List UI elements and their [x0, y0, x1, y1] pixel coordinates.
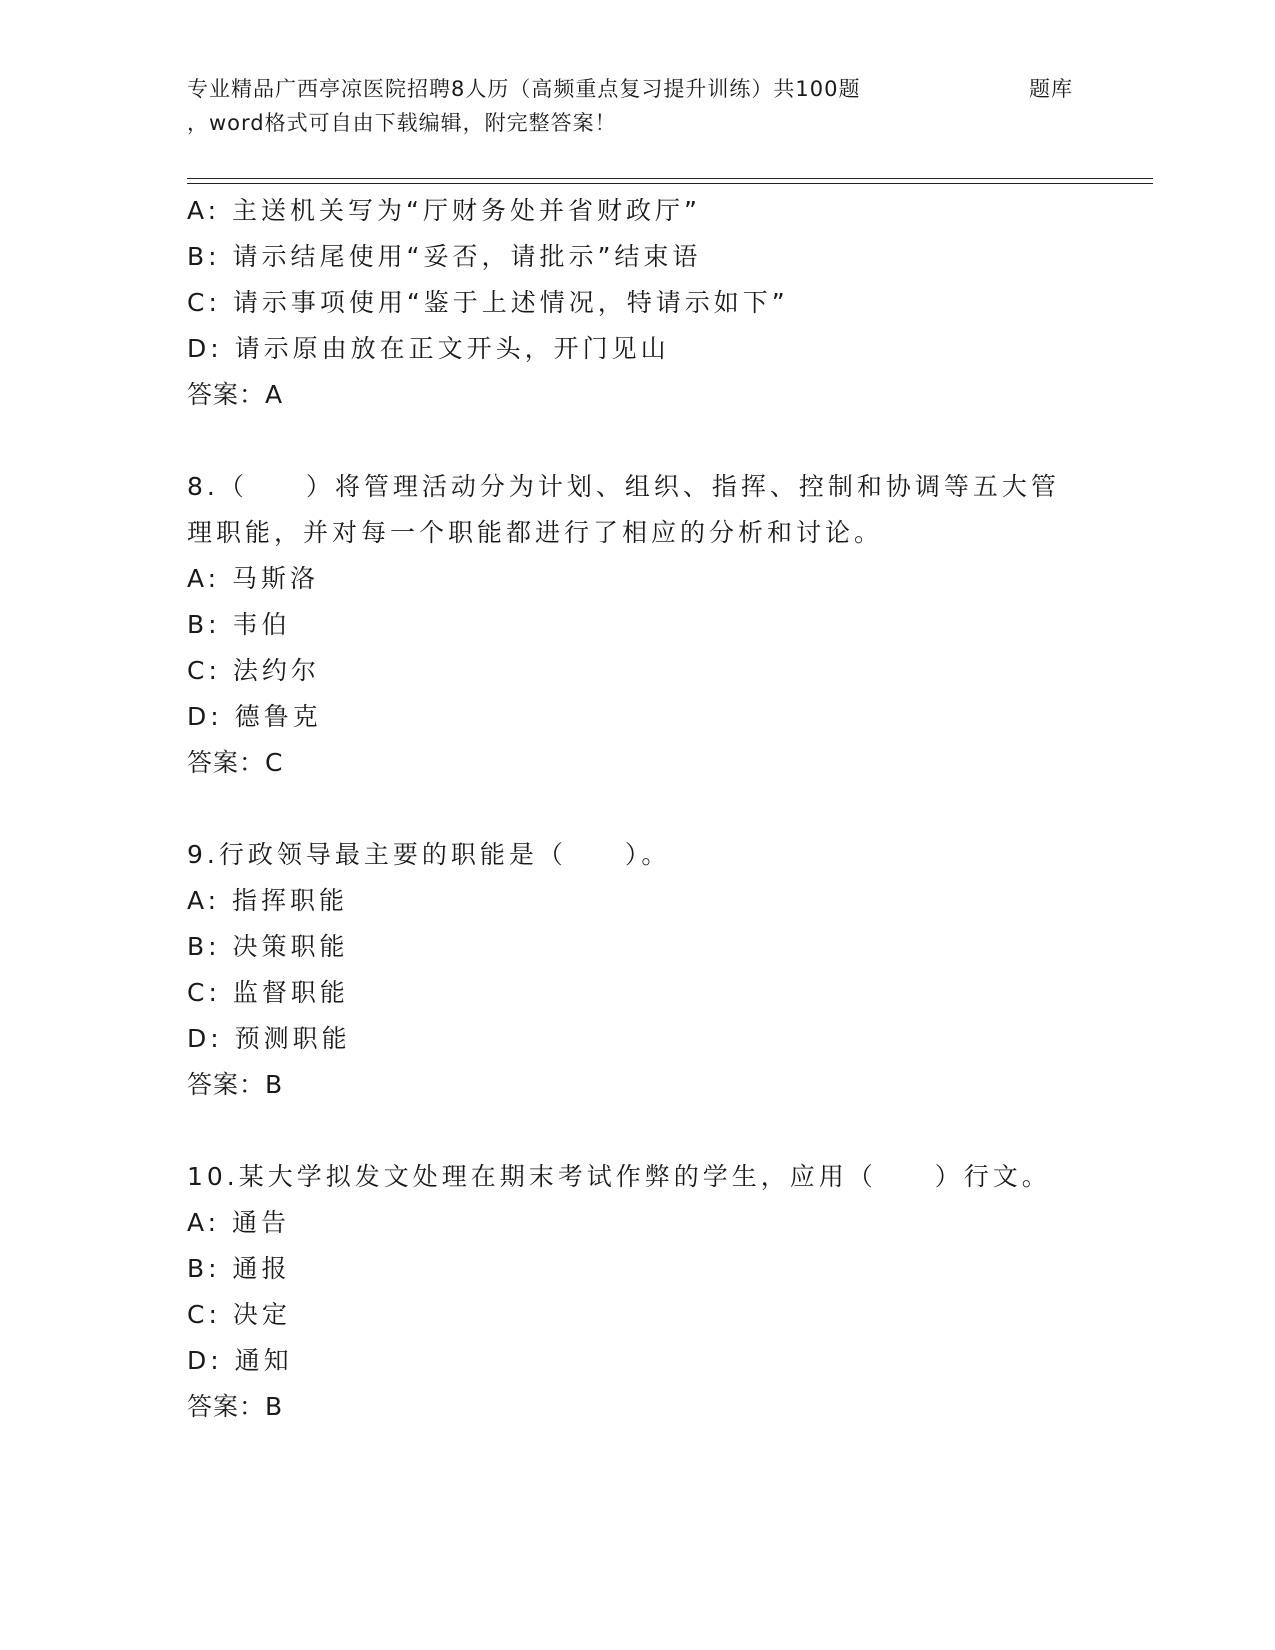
option-c: C: 决定 [187, 1300, 291, 1329]
answer: 答案：C [187, 748, 284, 777]
answer: 答案：A [187, 380, 284, 409]
question-stem: 9.行政领导最主要的职能是（ ）。 [187, 840, 671, 869]
document-body [187, 188, 1147, 1430]
option-d: D: 通知 [187, 1346, 293, 1375]
question-10 [187, 1154, 1147, 1430]
option-a: A: 指挥职能 [187, 886, 349, 915]
option-a: A: 通告 [187, 1208, 291, 1237]
spacer [187, 786, 1147, 832]
header-line-1 [187, 72, 1087, 106]
document-title: 专业精品广西亭凉医院招聘8人历（高频重点复习提升训练）共100题 [187, 77, 861, 101]
question-8 [187, 464, 1147, 786]
option-c: C: 法约尔 [187, 656, 320, 685]
answer: 答案：B [187, 1392, 284, 1421]
header-divider-top [187, 178, 1153, 179]
header-divider-bottom [187, 183, 1153, 184]
option-a: A: 主送机关写为“厅财务处并省财政厅” [187, 196, 701, 225]
option-d: D: 请示原由放在正文开头，开门见山 [187, 334, 670, 363]
document-subtitle: ，word格式可自由下载编辑，附完整答案！ [187, 111, 617, 135]
document-header [187, 72, 1087, 140]
option-b: B: 决策职能 [187, 932, 349, 961]
question-7-tail [187, 188, 1147, 418]
spacer [187, 1108, 1147, 1154]
option-a: A: 马斯洛 [187, 564, 320, 593]
option-c: C: 请示事项使用“鉴于上述情况，特请示如下” [187, 288, 789, 317]
question-9 [187, 832, 1147, 1108]
question-stem-continued: 理职能，并对每一个职能都进行了相应的分析和讨论。 [187, 518, 884, 547]
question-stem: 8.（ ）将管理活动分为计划、组织、指挥、控制和协调等五大管 [187, 472, 1060, 501]
option-b: B: 通报 [187, 1254, 291, 1283]
question-stem: 10.某大学拟发文处理在期末考试作弊的学生，应用（ ）行文。 [187, 1162, 1051, 1191]
option-b: B: 请示结尾使用“妥否，请批示”结束语 [187, 242, 702, 271]
option-d: D: 德鲁克 [187, 702, 322, 731]
option-c: C: 监督职能 [187, 978, 349, 1007]
option-b: B: 韦伯 [187, 610, 291, 639]
option-d: D: 预测职能 [187, 1024, 351, 1053]
answer: 答案：B [187, 1070, 284, 1099]
question-bank-label: 题库 [1029, 77, 1073, 101]
spacer [187, 418, 1147, 464]
